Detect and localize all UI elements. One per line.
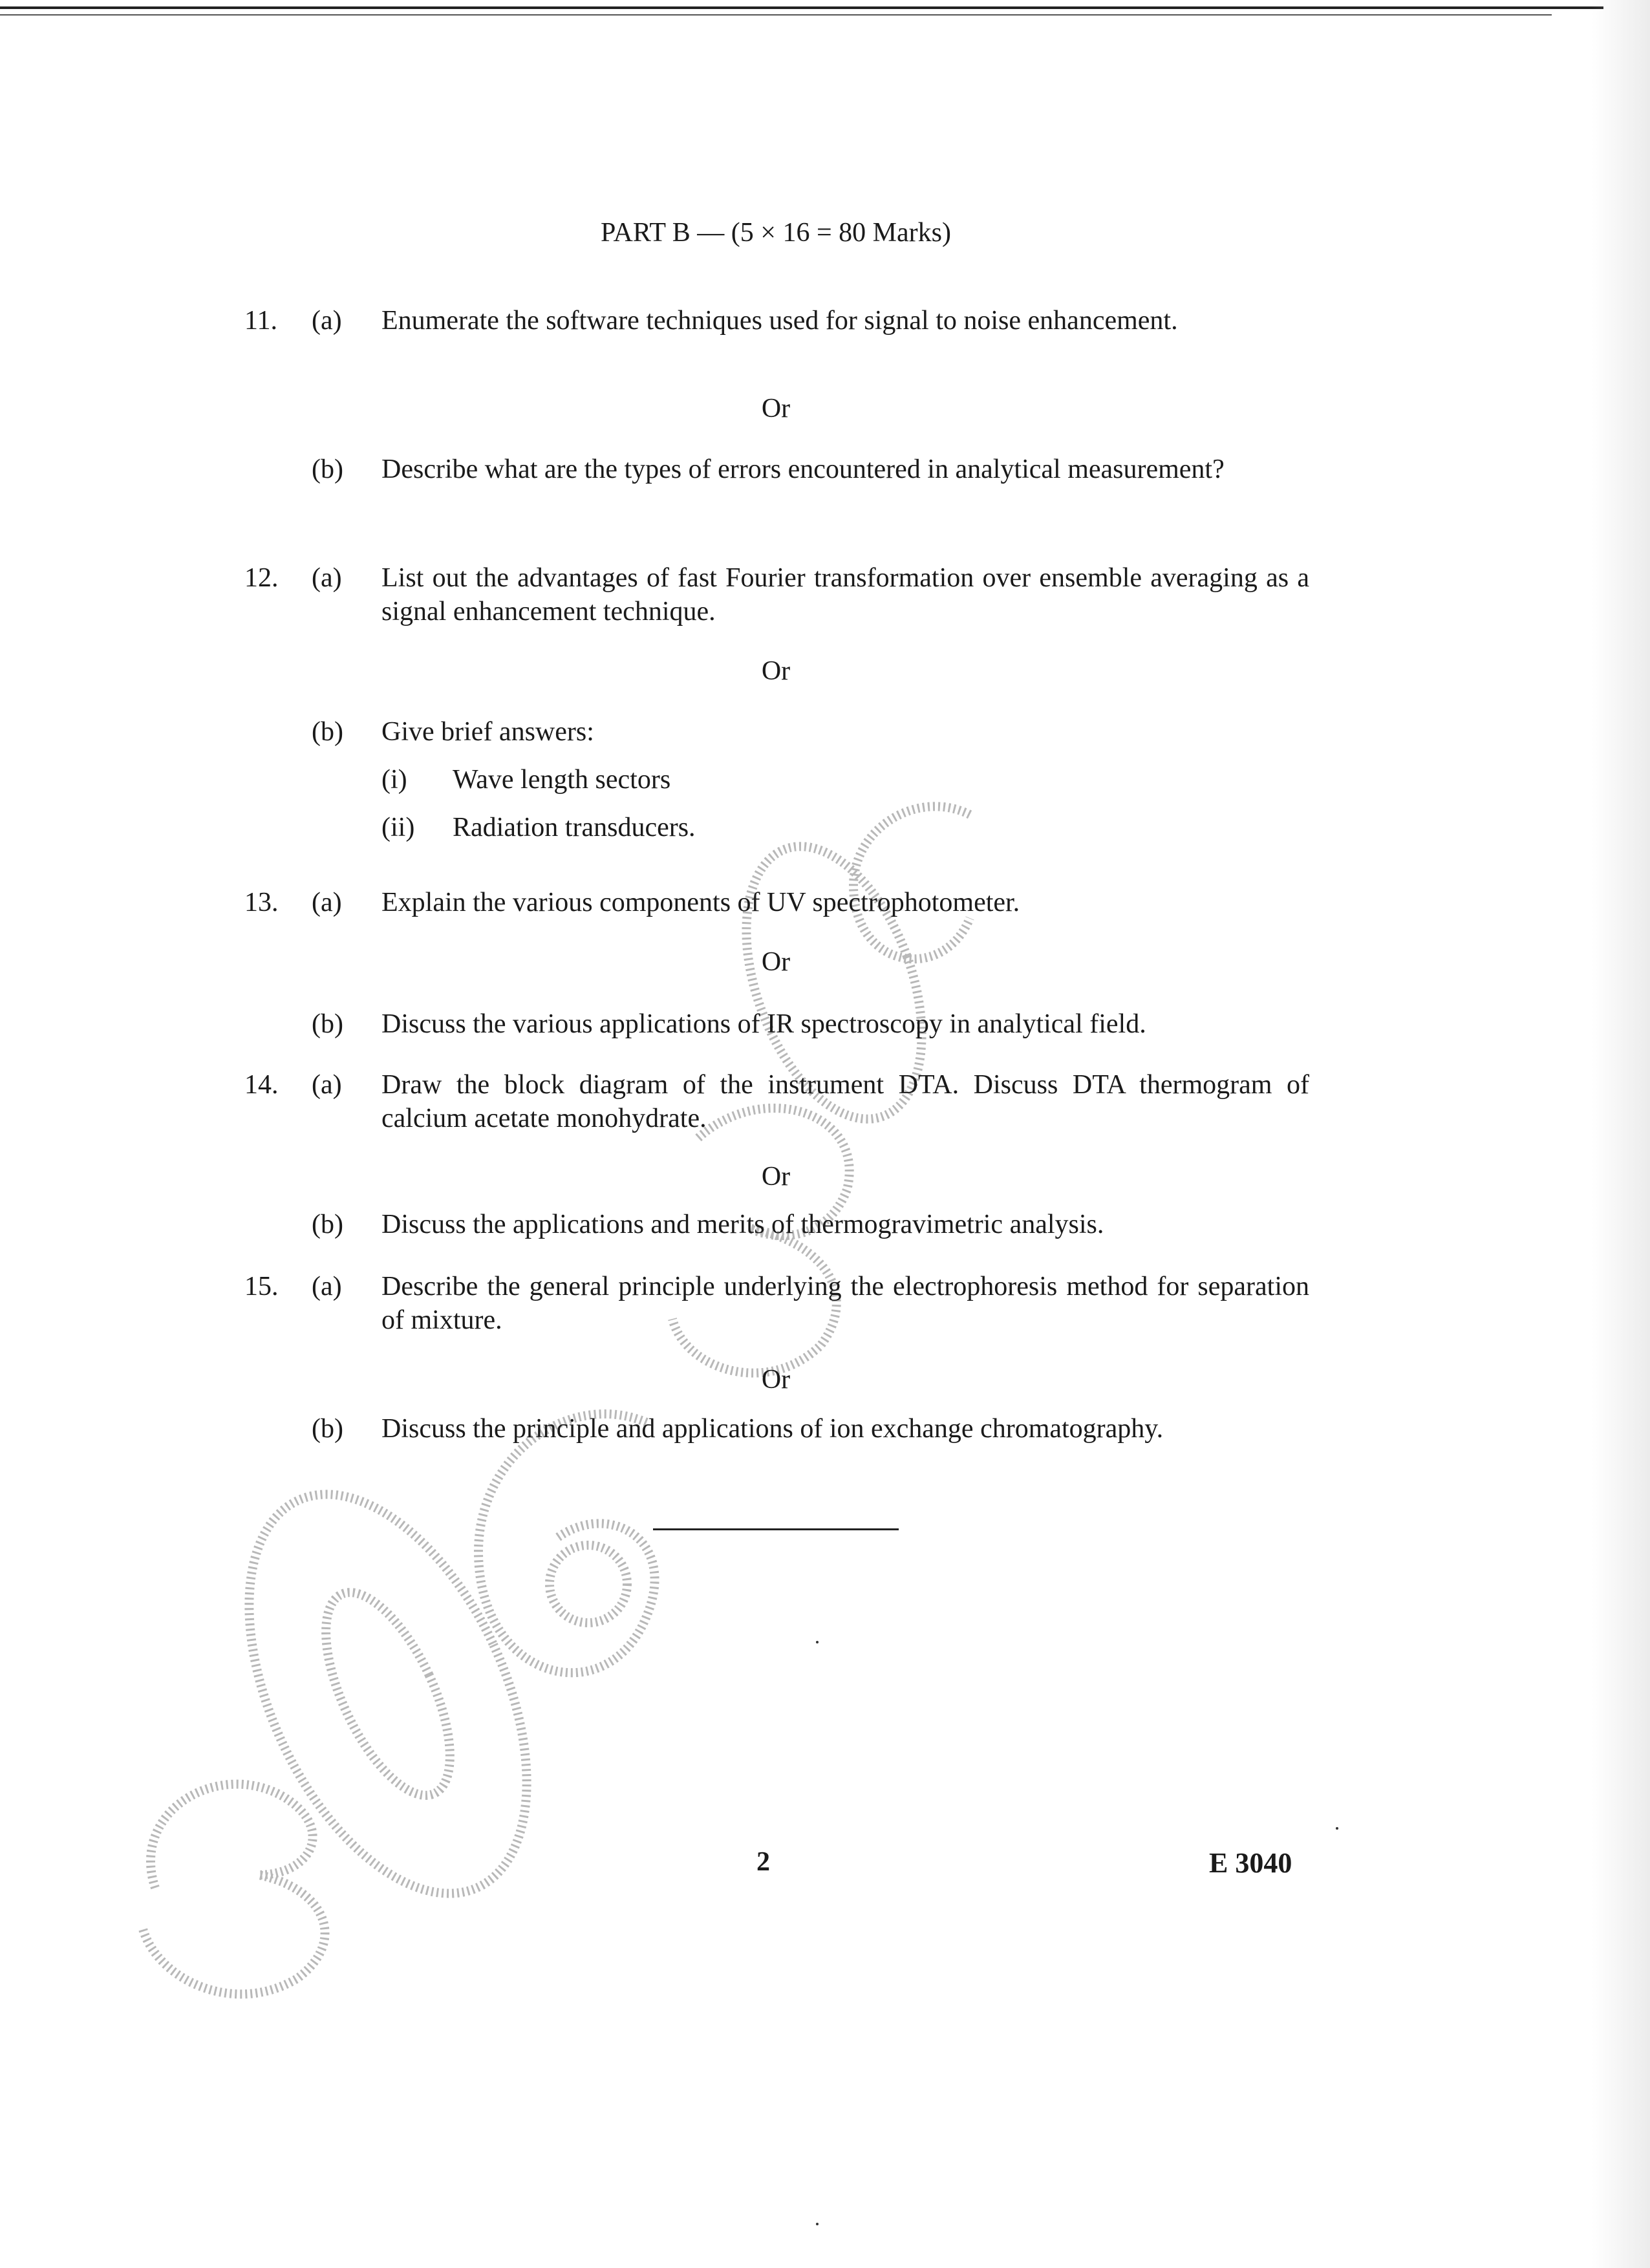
question-text-b: Discuss the applications and merits of thermogravimetric analysis.	[381, 1210, 1104, 1239]
option-label-a: (a)	[312, 888, 342, 917]
option-label-a: (a)	[312, 1272, 342, 1301]
paper-code: E 3040	[1209, 1847, 1292, 1879]
or-divider: Or	[761, 947, 791, 977]
scan-speck	[816, 2223, 819, 2225]
question-text-a: Describe the general principle underlying the electrophoresis method for separation of mixture.	[381, 1272, 1309, 1335]
or-divider: Or	[761, 394, 791, 423]
question-text-b: Give brief answers:	[381, 717, 594, 747]
question-13	[0, 886, 1552, 925]
or-divider: Or	[761, 1162, 791, 1192]
question-text-b: Describe what are the types of errors encountered in analytical measurement?	[381, 455, 1225, 484]
question-11-b	[0, 453, 1552, 530]
question-15-b	[0, 1412, 1552, 1451]
question-text-b: Discuss the various applications of IR spectroscopy in analytical field.	[381, 1009, 1146, 1039]
question-15	[0, 1270, 1552, 1347]
page-number: 2	[756, 1847, 770, 1877]
or-divider: Or	[761, 656, 791, 686]
option-label-b: (b)	[312, 1009, 343, 1039]
end-of-paper-rule	[653, 1528, 899, 1530]
sub-item-text: Wave length sectors	[453, 765, 671, 795]
option-label-a: (a)	[312, 1070, 342, 1100]
question-number: 12.	[244, 563, 279, 593]
scan-speck	[816, 1641, 819, 1643]
option-label-b: (b)	[312, 1210, 343, 1239]
question-text-a: Explain the various components of UV spectrophotometer.	[381, 888, 1020, 917]
sub-item	[0, 811, 1552, 850]
question-12	[0, 561, 1552, 639]
question-13-b	[0, 1007, 1552, 1046]
sub-item-text: Radiation transducers.	[453, 813, 696, 842]
question-text-a: Draw the block diagram of the instrument DTA. Discuss DTA thermogram of calcium acetate monohydrate.	[381, 1070, 1309, 1133]
top-border-line-secondary	[0, 14, 1552, 16]
sub-item-label: (i)	[381, 765, 407, 795]
scan-edge-shadow	[1592, 0, 1650, 2268]
top-border-line	[0, 6, 1603, 9]
question-14	[0, 1068, 1552, 1146]
question-12-b	[0, 715, 1552, 754]
part-b-header: PART B — (5 × 16 = 80 Marks)	[601, 218, 951, 248]
question-text-b: Discuss the principle and applications of ion exchange chromatography.	[381, 1414, 1164, 1444]
question-text-a: Enumerate the software techniques used for signal to noise enhancement.	[381, 306, 1178, 336]
option-label-a: (a)	[312, 306, 342, 336]
question-number: 11.	[244, 306, 277, 336]
sub-item-label: (ii)	[381, 813, 415, 842]
or-divider: Or	[761, 1365, 791, 1395]
question-text-a: List out the advantages of fast Fourier transformation over ensemble averaging as a signal enhancement technique.	[381, 563, 1309, 626]
question-number: 14.	[244, 1070, 279, 1100]
option-label-a: (a)	[312, 563, 342, 593]
question-14-b	[0, 1208, 1552, 1246]
sub-item	[0, 763, 1552, 802]
option-label-b: (b)	[312, 1414, 343, 1444]
question-number: 15.	[244, 1272, 279, 1301]
option-label-b: (b)	[312, 717, 343, 747]
scan-speck	[1336, 1827, 1338, 1830]
option-label-b: (b)	[312, 455, 343, 484]
question-number: 13.	[244, 888, 279, 917]
